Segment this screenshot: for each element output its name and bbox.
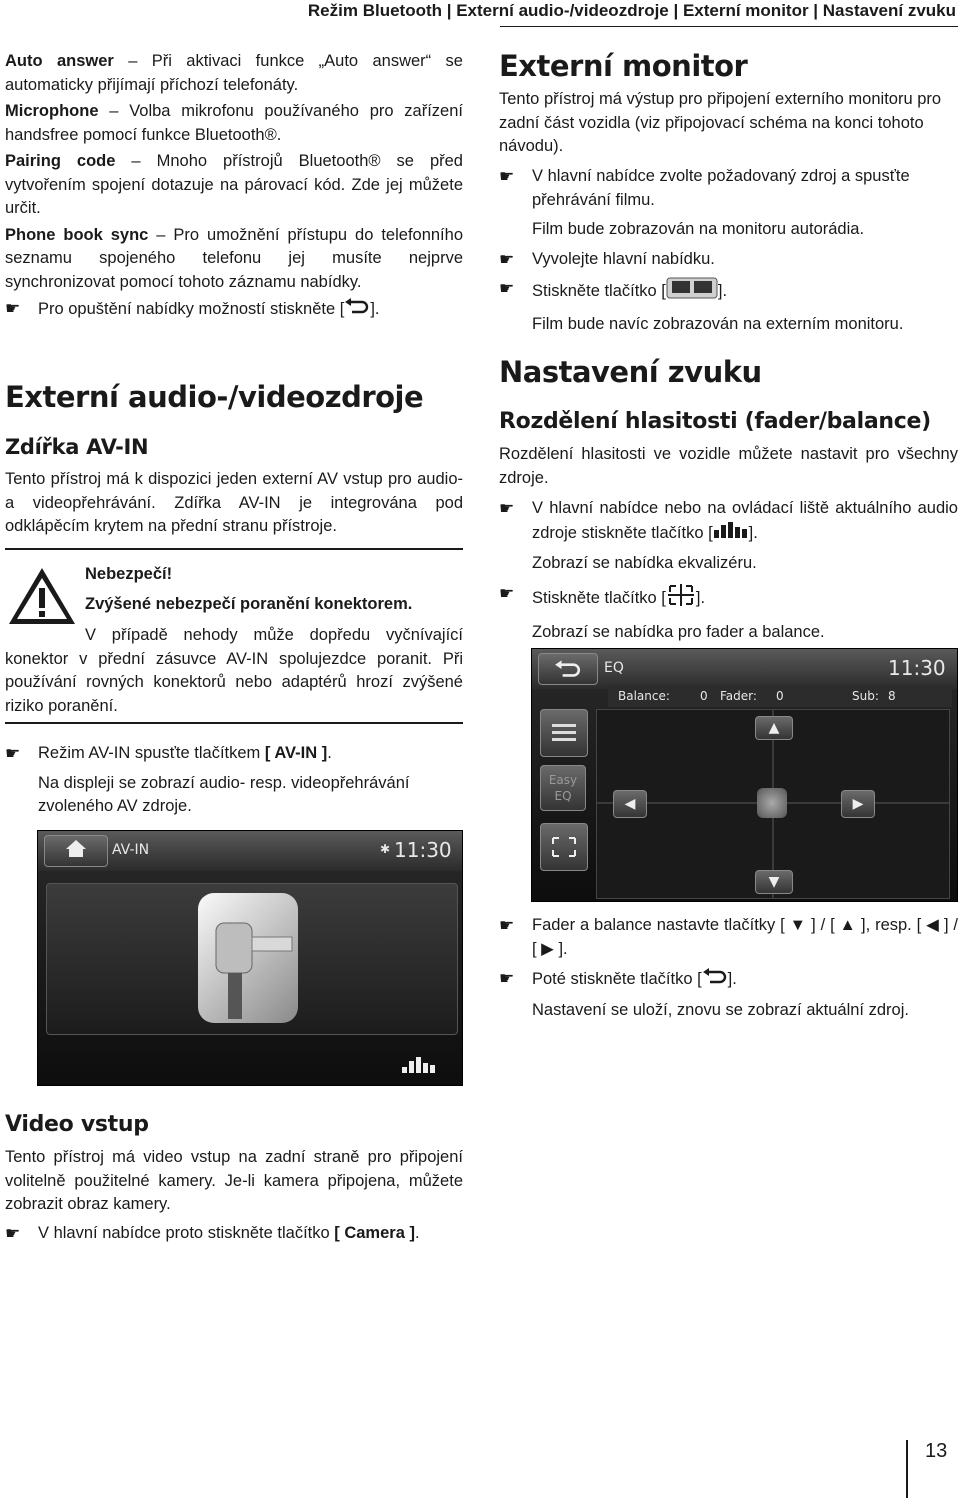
warning-subtitle: Zvýšené nebezpečí poranění konektorem. bbox=[85, 595, 413, 613]
fader-balance-icon bbox=[666, 582, 696, 616]
back-icon bbox=[344, 297, 370, 323]
eq-screen-title: EQ bbox=[604, 660, 624, 676]
down-button[interactable]: ▼ bbox=[755, 870, 793, 894]
fader-balance-title: Rozdělení hlasitosti (fader/balance) bbox=[499, 409, 931, 434]
pointing-hand-icon: ☛ bbox=[499, 583, 515, 603]
av-in-steps bbox=[5, 742, 463, 819]
eq-screen bbox=[531, 648, 958, 902]
back-icon bbox=[554, 659, 582, 679]
video-input-title: Video vstup bbox=[5, 1112, 149, 1137]
av-in-intro: Tento přístroj má k dispozici jeden externí AV vstup pro audio- a videopřehrávání. Zdířka AV-IN je integrována pod odklápěcím krytem na přední stranu přístroje. bbox=[5, 470, 463, 535]
adjust-steps bbox=[499, 914, 958, 1022]
bluetooth-icon: ✱ bbox=[380, 842, 391, 856]
monitor-step-3: ☛ Stiskněte tlačítko [ ]. bbox=[499, 277, 958, 307]
save-step: ☛ Poté stiskněte tlačítko [ ]. bbox=[499, 967, 958, 993]
subsection-title-av-in: Zdířka AV-IN bbox=[5, 435, 149, 459]
fader-balance-icon bbox=[549, 832, 579, 862]
camera-step: ☛ V hlavní nabídce proto stiskněte tlačítko [ Camera ]. bbox=[5, 1222, 496, 1246]
av-in-step: ☛ Režim AV-IN spusťte tlačítkem [ AV-IN ]. bbox=[5, 742, 463, 766]
screen-label: AV-IN bbox=[112, 842, 150, 858]
warning-title: Nebezpečí! bbox=[85, 565, 173, 583]
page-number-rule bbox=[906, 1440, 908, 1498]
page-number: 13 bbox=[925, 1440, 948, 1462]
pointing-hand-icon: ☛ bbox=[5, 299, 21, 318]
exit-step: ☛ Pro opuštění nabídky možností stiskněte [ ]. bbox=[5, 297, 463, 323]
option-phone-book-sync: Phone book sync – Pro umožnění přístupu do telefonního seznamu spojeného telefonu jej musíte nejprve synchronizovat pomocí tohoto záznamu nabídky. bbox=[5, 225, 463, 291]
right-button[interactable]: ▶ bbox=[841, 790, 875, 818]
pointing-hand-icon: ☛ bbox=[5, 744, 21, 763]
fader-balance-field bbox=[596, 709, 950, 899]
pointing-hand-icon: ☛ bbox=[499, 969, 515, 988]
fader-step-1: ☛ V hlavní nabídce nebo na ovládací liště aktuálního audio zdroje stiskněte tlačítko [ ]. bbox=[499, 497, 958, 546]
fader-result-1: Zobrazí se nabídka ekvalizéru. bbox=[532, 554, 757, 572]
home-button[interactable] bbox=[44, 835, 108, 867]
av-plug-icon bbox=[198, 893, 298, 1023]
equalizer-icon[interactable] bbox=[402, 1053, 436, 1083]
warning-top-rule bbox=[5, 548, 463, 550]
warning-bottom-rule bbox=[5, 722, 463, 724]
pointing-hand-icon: ☛ bbox=[499, 916, 515, 935]
option-microphone: Microphone – Volba mikrofonu používaného pro zařízení handsfree pomocí funkce Bluetooth®. bbox=[5, 102, 463, 144]
option-pairing-code: Pairing code – Mnoho přístrojů Bluetooth® se před vytvořením spojení dotazuje na párovací kód. Zde jej můžete určit. bbox=[5, 152, 463, 217]
adjust-step: Fader a balance nastavte tlačítky [ ▼ ] / [ ▲ ], resp. [ ◀ ] / [ ▶ ]. bbox=[532, 916, 958, 958]
clock: 11:30 bbox=[888, 656, 946, 680]
fader-balance-text: Rozdělení hlasitosti ve vozidle můžete nastavit pro všechny zdroje. bbox=[499, 445, 958, 487]
fader-steps bbox=[499, 497, 958, 645]
monitor-result-1: Film bude zobrazován na monitoru autorádia. bbox=[532, 220, 865, 238]
fader-step-2: ☛ Stiskněte tlačítko [ ]. bbox=[499, 582, 958, 616]
monitor-result-3: Film bude navíc zobrazován na externím monitoru. bbox=[532, 314, 904, 333]
dual-monitor-icon bbox=[666, 277, 718, 307]
left-button[interactable]: ◀ bbox=[613, 790, 647, 818]
monitor-step-1: ☛ V hlavní nabídce zvolte požadovaný zdroj a spusťte přehrávání filmu. bbox=[499, 167, 910, 209]
av-in-result: Na displeji se zobrazí audio- resp. videopřehrávání zvoleného AV zdroje. bbox=[38, 773, 410, 815]
option-list bbox=[5, 50, 463, 323]
external-monitor-title: Externí monitor bbox=[499, 49, 748, 83]
warning-text: V případě nehody může dopředu vyčnívající konektor v přední zásuvce AV-IN spolujezdce poranit. Při používání rovných konektorů nebo adaptérů hrozí zvýšené riziko poranění. bbox=[5, 626, 463, 715]
equalizer-icon bbox=[713, 521, 749, 547]
monitor-step-2: ☛ Vyvolejte hlavní nabídku. bbox=[499, 248, 958, 272]
av-in-screen bbox=[37, 830, 463, 1086]
clock: 11:30 bbox=[394, 838, 452, 862]
pointing-hand-icon: ☛ bbox=[499, 249, 515, 269]
easy-eq-button[interactable]: Easy EQ bbox=[540, 765, 586, 811]
running-header: Režim Bluetooth | Externí audio-/videozdroje | Externí monitor | Nastavení zvuku bbox=[307, 1, 956, 20]
pointing-hand-icon: ☛ bbox=[499, 499, 515, 518]
header-rule bbox=[500, 26, 958, 27]
equalizer-icon bbox=[549, 718, 579, 748]
eq-status-row: Balance: 0 Fader: 0 Sub: 8 bbox=[608, 685, 952, 707]
fader-balance-button[interactable] bbox=[540, 823, 588, 871]
position-marker[interactable] bbox=[757, 788, 787, 818]
back-icon bbox=[702, 967, 728, 993]
back-button[interactable] bbox=[538, 653, 598, 685]
pointing-hand-icon: ☛ bbox=[499, 279, 515, 298]
eq-presets-button[interactable] bbox=[540, 709, 588, 757]
sound-settings-title: Nastavení zvuku bbox=[499, 355, 762, 389]
external-monitor-text: Tento přístroj má výstup pro připojení externího monitoru pro zadní část vozidla (viz připojovací schéma na konci tohoto návodu). bbox=[499, 90, 942, 155]
fader-result-2: Zobrazí se nabídka pro fader a balance. bbox=[532, 623, 825, 641]
option-auto-answer: Auto answer – Při aktivaci funkce „Auto answer“ se automaticky přijímají příchozí telefonáty. bbox=[5, 52, 463, 94]
pointing-hand-icon: ☛ bbox=[499, 167, 515, 186]
video-input-text: Tento přístroj má video vstup na zadní straně pro připojení volitelně použitelné kamery. Je-li kamera připojena, můžete zobrazit obraz kamery. bbox=[5, 1148, 463, 1213]
save-result: Nastavení se uloží, znovu se zobrazí aktuální zdroj. bbox=[532, 1000, 909, 1019]
home-icon bbox=[64, 838, 88, 858]
pointing-hand-icon: ☛ bbox=[5, 1224, 21, 1243]
section-title-av-sources: Externí audio-/videozdroje bbox=[5, 380, 424, 414]
up-button[interactable]: ▲ bbox=[755, 716, 793, 740]
monitor-steps bbox=[499, 165, 958, 336]
